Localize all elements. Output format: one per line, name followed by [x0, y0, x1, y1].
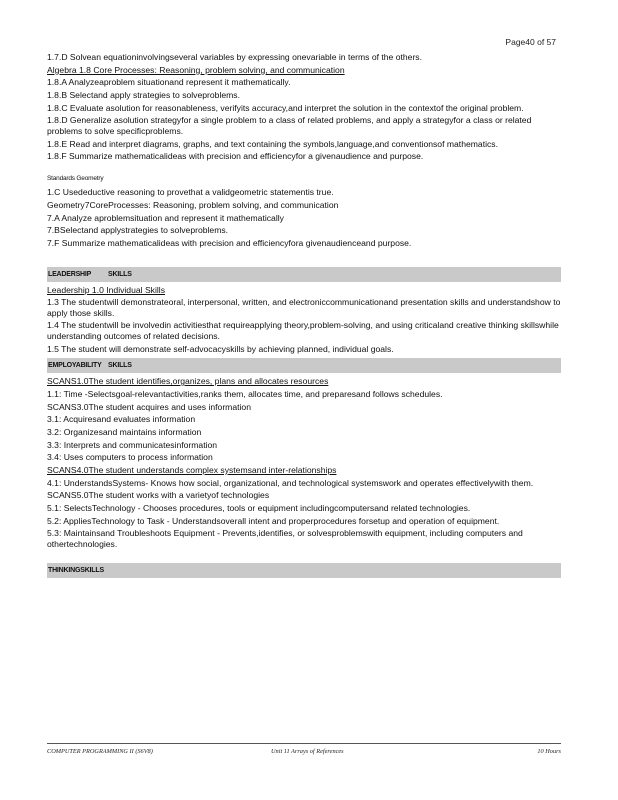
- leadership-skills-bar: [47, 267, 561, 282]
- scans5-heading: SCANS5.0The student works with a varietyof technologies: [47, 490, 270, 501]
- scans3-heading: SCANS3.0The student acquires and uses information: [47, 401, 251, 412]
- text-line: Geometry7CoreProcesses: Reasoning, problem solving, and communication: [47, 200, 339, 210]
- text-line: 3.2: Organizesand maintains information: [47, 426, 202, 437]
- text-line: 3.4: Uses computers to process information: [47, 452, 213, 463]
- text-line: 7.BSelectand applystrategies to solveproblems.: [47, 225, 229, 236]
- text-line: 3.1: Acquiresand evaluates information: [47, 414, 196, 425]
- text-line: 1.7.D Solvean equationinvolvingseveral variables by expressing onevariable in terms of the others.: [47, 52, 422, 62]
- text-line: 1.8.D Generalize asolution strategyfor a single problem to a class of related problems, and apply a strategyfor a class or related problems to solve specificproblems.: [47, 115, 532, 136]
- text-line: 1.4 The studentwill be involvedin activitiesthat requireapplying theory,problem-solving, and using criticaland creative thinking skillswhile understanding outcomes of related decisions.: [47, 320, 559, 341]
- text-line: 4.1: UnderstandsSystems- Knows how social, organizational, and technological systemswork and operates effectivelywith them.: [47, 477, 534, 488]
- text-line: 7.A Analyze aproblemsituation and represent it mathematically: [47, 212, 284, 223]
- text-line: 1.3 The studentwill demonstrateoral, interpersonal, written, and electroniccommunicationand presentation skills and understandshow to apply those skills.: [47, 297, 561, 318]
- scans4-heading: SCANS4.0The student understands complex systemsand inter-relationships: [47, 464, 337, 475]
- page-number: Page40 of 57: [505, 37, 556, 47]
- text-line: 1.8.C Evaluate asolution for reasonableness, verifyits accuracy,and interpret the solution in the contextof the original problem.: [47, 102, 524, 113]
- leadership-heading: Leadership 1.0 Individual Skills: [47, 284, 165, 295]
- section-bar-label: EMPLOYABILITY: [48, 362, 102, 370]
- text-line: 5.3: Maintainsand Troubleshoots Equipment - Prevents,identifies, or solvesproblemswith equipment, including computers and othertechnologies.: [47, 528, 523, 549]
- document-body: [47, 52, 561, 581]
- footer-unit: Unit 11 Arrays of References: [271, 748, 344, 755]
- text-line: 1.1: Time -Selectsgoal-relevantactivities,ranks them, allocates time, and preparesand follows schedules.: [47, 388, 443, 399]
- footer-hours: 10 Hours: [537, 748, 561, 755]
- footer-course: COMPUTER PROGRAMMING II (S6V8): [47, 748, 153, 755]
- section-bar-label: LEADERSHIP: [48, 270, 92, 278]
- text-line: 1.8.B Selectand apply strategies to solveproblems.: [47, 90, 240, 101]
- text-line: 1.5 The student will demonstrate self-advocacyskills by achieving planned, individual goals.: [47, 343, 394, 354]
- section-bar-label: THINKINGSKILLS: [48, 567, 104, 575]
- section-bar-label: SKILLS: [108, 270, 132, 278]
- text-line: 5.1: SelectsTechnology - Chooses procedures, tools or equipment includingcomputersand related technologies.: [47, 503, 471, 513]
- text-line: 3.3: Interprets and communicatesinformation: [47, 439, 218, 450]
- thinking-skills-bar: [47, 563, 561, 578]
- text-line: 5.2: AppliesTechnology to Task - Understandsoverall intent and properprocedures forsetup and operation of equipment.: [47, 515, 500, 526]
- text-line: 1.8.E Read and interpret diagrams, graphs, and text containing the symbols,language,and conventionsof mathematics.: [47, 138, 498, 149]
- geometry-standards-heading: Standards Geometry: [47, 174, 104, 182]
- text-line: 1.8.F Summarize mathematicalideas with precision and efficiencyfor a givenaudience and purpose.: [47, 151, 424, 162]
- employability-skills-bar: [47, 358, 561, 373]
- text-line: 1.C Usedeductive reasoning to provethat a validgeometric statementis true.: [47, 187, 334, 198]
- scans1-heading: SCANS1.0The student identifies,organizes, plans and allocates resources: [47, 376, 329, 387]
- algebra-heading: Algebra 1.8 Core Processes: Reasoning, problem solving, and communication: [47, 64, 345, 75]
- text-line: 7.F Summarize mathematicalideas with precision and efficiencyfora givenaudienceand purpose.: [47, 238, 412, 249]
- section-bar-label: SKILLS: [108, 362, 132, 370]
- text-line: 1.8.A Analyzeaproblem situationand represent it mathematically.: [47, 77, 291, 88]
- page-footer: [47, 743, 561, 755]
